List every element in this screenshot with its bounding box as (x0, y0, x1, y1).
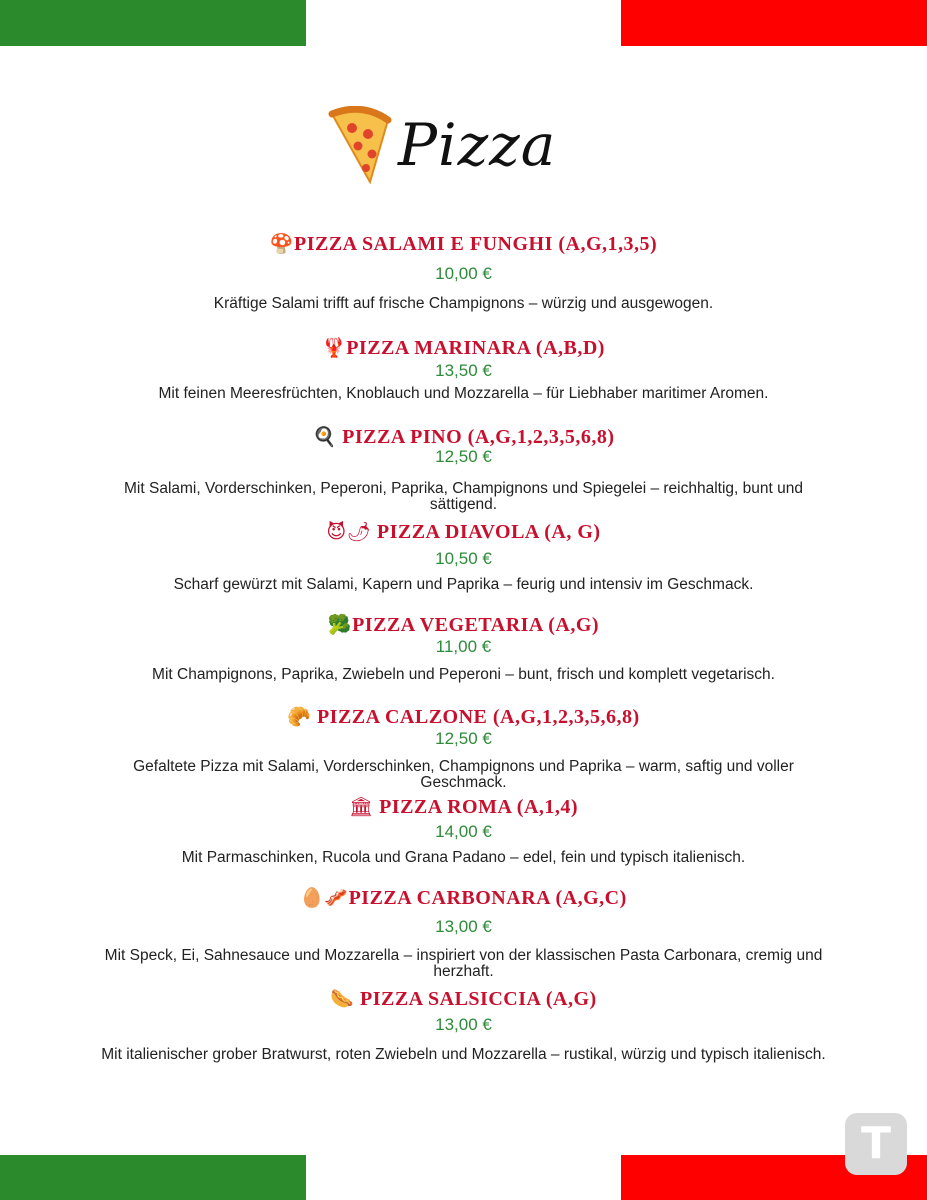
hotdog-icon: 🌭 (330, 988, 355, 1010)
app-badge-icon[interactable]: T (845, 1113, 907, 1175)
item-price: 10,50 € (435, 549, 492, 568)
broccoli-icon: 🥦 (327, 614, 353, 636)
pizza-slice-icon (328, 106, 394, 184)
croissant-icon: 🥐 (287, 706, 312, 728)
green-band-top (0, 0, 306, 46)
lobster-icon: 🦞 (322, 337, 347, 359)
classical-building-icon: 🏛 (348, 796, 374, 818)
item-name: 🍄PIZZA SALAMI E FUNGHI (A,G,1,3,5) (269, 233, 658, 255)
item-name: 🏛 PIZZA ROMA (A,1,4) (348, 796, 579, 818)
red-band-top (621, 0, 927, 46)
item-description: Mit Parmaschinken, Rucola und Grana Padano – edel, fein und typisch italienisch. (181, 849, 746, 866)
item-description: Scharf gewürzt mit Salami, Kapern und Paprika – feurig und intensiv im Geschmack. (173, 576, 754, 593)
item-description: Mit Speck, Ei, Sahnesauce und Mozzarella – inspiriert von der klassischen Pasta Carbonara, cremig und herzhaft. (104, 947, 823, 980)
item-price: 13,50 € (435, 361, 492, 380)
item-price: 13,00 € (435, 1015, 492, 1034)
item-name: 🌭 PIZZA SALSICCIA (A,G) (330, 988, 597, 1010)
item-price: 12,50 € (435, 447, 492, 466)
item-description: Mit Salami, Vorderschinken, Peperoni, Paprika, Champignons und Spiegelei – reichhaltig, bunt und sättigend. (124, 480, 803, 513)
item-price: 12,50 € (435, 729, 492, 748)
item-name: 😈🌶 PIZZA DIAVOLA (A, G) (326, 521, 601, 543)
frying-pan-icon: 🍳 (312, 426, 337, 448)
item-description: Mit feinen Meeresfrüchten, Knoblauch und Mozzarella – für Liebhaber maritimer Aromen. (158, 385, 769, 402)
devil-pepper-icon: 😈🌶 (326, 521, 372, 543)
item-name: 🦞PIZZA MARINARA (A,B,D) (322, 337, 605, 359)
item-price: 11,00 € (435, 637, 492, 656)
item-price: 10,00 € (435, 264, 492, 283)
item-description: Kräftige Salami trifft auf frische Champignons – würzig und ausgewogen. (213, 295, 714, 312)
item-name: 🍳 PIZZA PINO (A,G,1,2,3,5,6,8) (312, 426, 615, 448)
green-band-bottom (0, 1155, 306, 1200)
egg-bacon-icon: 🥚🥓 (300, 887, 349, 909)
item-description: Mit Champignons, Paprika, Zwiebeln und Peperoni – bunt, frisch und komplett vegetarisch. (152, 666, 775, 683)
item-description: Gefaltete Pizza mit Salami, Vorderschinken, Champignons und Paprika – warm, saftig und voller Geschmack. (133, 758, 794, 791)
page-title: Pizza (398, 111, 557, 179)
item-price: 13,00 € (435, 917, 492, 936)
item-name: 🥦PIZZA VEGETARIA (A,G) (327, 614, 600, 636)
item-name: 🥐 PIZZA CALZONE (A,G,1,2,3,5,6,8) (287, 706, 640, 728)
item-description: Mit italienischer grober Bratwurst, roten Zwiebeln und Mozzarella – rustikal, würzig und typisch italienisch. (101, 1046, 826, 1063)
item-price: 14,00 € (435, 822, 492, 841)
mushroom-icon: 🍄 (269, 233, 294, 255)
item-name: 🥚🥓PIZZA CARBONARA (A,G,C) (300, 887, 627, 909)
menu-header (0, 98, 927, 193)
